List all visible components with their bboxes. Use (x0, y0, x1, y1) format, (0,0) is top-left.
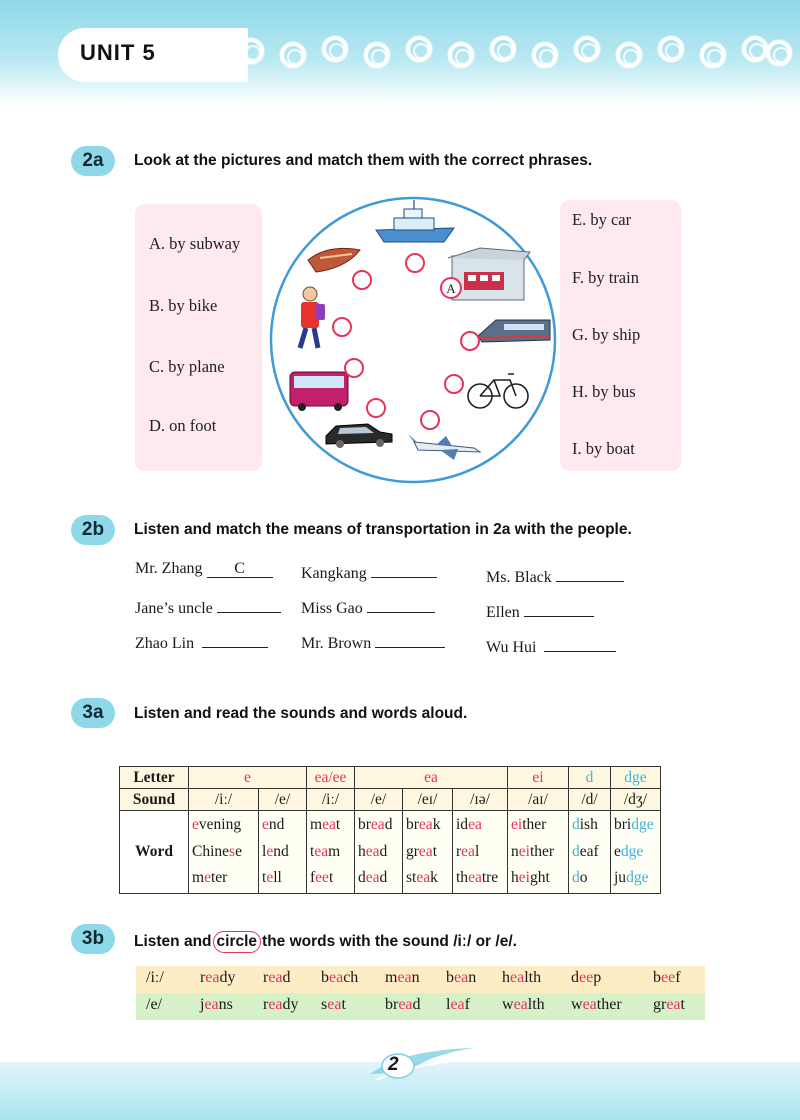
sound-cell: /d/ (569, 789, 611, 811)
section-badge-3b: 3b (71, 924, 115, 954)
band-sound-label: /iː/ (146, 969, 164, 986)
band-word[interactable]: seat (321, 996, 346, 1013)
band-word[interactable]: ready (263, 996, 299, 1013)
answer-circle-7 (445, 375, 463, 393)
person-row-mr-zhang (135, 560, 273, 578)
table-word: great (406, 842, 437, 860)
example-answer-label: A (446, 281, 456, 296)
word-cell (508, 811, 569, 894)
band-word[interactable]: jeans (200, 996, 233, 1013)
band-word[interactable]: read (263, 969, 291, 986)
phrase-b: B. by bike (149, 296, 218, 315)
answer-circle-4 (333, 318, 351, 336)
person-name: Wu Hui (486, 639, 537, 656)
instruction-2a: Look at the pictures and match them with the correct phrases. (134, 152, 593, 169)
word-label: Word (120, 811, 189, 894)
page-number-swoosh (362, 1044, 482, 1088)
bus-icon (290, 372, 348, 411)
word-row (120, 811, 661, 894)
person-row-miss-gao (301, 595, 435, 618)
phrase-f: F. by train (572, 268, 639, 287)
person-row-kangkang (301, 560, 437, 583)
table-word: bridge (614, 816, 654, 833)
letter-ei: ei (508, 767, 569, 789)
letter-dge: dge (611, 767, 661, 789)
letter-row (120, 767, 661, 789)
band-sound-label: /e/ (146, 996, 162, 1013)
sound-cell: /e/ (355, 789, 403, 811)
table-word: either (511, 816, 547, 833)
sound-cell: /eɪ/ (403, 789, 453, 811)
circled-word: circle (213, 931, 262, 953)
table-word: head (358, 842, 388, 860)
table-word: break (406, 816, 441, 833)
answer-circle-8 (367, 399, 385, 417)
person-name: Ms. Black (486, 569, 552, 586)
unit-title: UNIT 5 (80, 40, 156, 65)
table-word: evening (192, 816, 242, 833)
table-word: do (572, 869, 588, 886)
person-name: Mr. Brown (301, 635, 372, 652)
sound-cell: /dʒ/ (611, 789, 661, 811)
band-word[interactable]: mean (385, 969, 420, 986)
word-cell (189, 811, 259, 894)
letter-e: e (189, 767, 307, 789)
sound-label: Sound (120, 789, 189, 811)
person-name: Zhao Lin (135, 635, 195, 652)
instruction-3b (134, 931, 517, 953)
band-word[interactable]: ready (200, 969, 236, 986)
section-badge-3a: 3a (71, 698, 115, 728)
band-word[interactable]: leaf (446, 996, 470, 1013)
band-word[interactable]: bread (385, 996, 421, 1013)
instruction-3b-start: Listen and (134, 933, 212, 950)
person-name: Ellen (486, 604, 520, 621)
band-word[interactable]: wealth (502, 996, 545, 1013)
table-word: meat (310, 816, 341, 833)
person-name: Mr. Zhang (135, 560, 203, 577)
band-word[interactable]: beef (653, 969, 681, 986)
word-cell (259, 811, 307, 894)
table-word: dish (572, 816, 598, 833)
transport-picture-circle (268, 196, 558, 486)
answer-blank[interactable] (556, 564, 624, 582)
phrase-c: C. by plane (149, 357, 225, 376)
band-word[interactable]: health (502, 969, 542, 986)
word-cell (403, 811, 453, 894)
answer-circle-2 (353, 271, 371, 289)
table-word: bread (358, 816, 393, 833)
table-word: dead (358, 869, 388, 886)
instruction-3a: Listen and read the sounds and words aloud. (134, 705, 468, 722)
person-name: Jane’s uncle (135, 600, 213, 617)
word-cell (453, 811, 508, 894)
instruction-3b-end: the words with the sound /iː/ or /e/. (262, 933, 517, 950)
phrase-i: I. by boat (572, 439, 635, 458)
table-word: idea (456, 816, 482, 833)
answer-circle-9 (421, 411, 439, 429)
person-row-ms-black (486, 564, 624, 587)
word-cell (307, 811, 355, 894)
table-word: judge (614, 869, 649, 886)
table-word: end (262, 816, 285, 833)
answer-blank[interactable] (375, 630, 445, 648)
table-word: theatre (456, 869, 499, 886)
band-word[interactable]: beach (321, 969, 359, 986)
table-word: lend (262, 842, 289, 860)
answer-blank[interactable] (367, 595, 435, 613)
letter-d: d (569, 767, 611, 789)
letter-ea-ee: ea/ee (307, 767, 355, 789)
answer-blank[interactable] (202, 630, 268, 648)
person-name: Miss Gao (301, 600, 363, 617)
table-word: neither (511, 842, 555, 860)
decorative-rings (238, 36, 800, 76)
person-name: Kangkang (301, 565, 367, 582)
section-badge-2b: 2b (71, 515, 115, 545)
person-row-wu-hui (486, 634, 616, 657)
sound-cell: /e/ (259, 789, 307, 811)
sound-row (120, 789, 661, 811)
person-row-zhao-lin (135, 630, 268, 653)
table-word: meter (192, 869, 228, 886)
instruction-2b: Listen and match the means of transportation in 2a with the people. (134, 521, 632, 538)
answer-circle-6 (345, 359, 363, 377)
sound-table (119, 766, 661, 894)
sound-cell: /iː/ (189, 789, 259, 811)
answer-blank[interactable] (524, 599, 594, 617)
table-word: edge (614, 842, 644, 860)
table-word: real (456, 842, 480, 860)
table-word: team (310, 842, 341, 860)
answer-circle-1 (406, 254, 424, 272)
answer-blank[interactable] (371, 560, 437, 578)
answer-blank[interactable]: C (207, 560, 273, 578)
sound-cell: /aɪ/ (508, 789, 569, 811)
phrase-h: H. by bus (572, 382, 636, 401)
person-row-mr-brown (301, 630, 445, 653)
sound-cell: /ɪə/ (453, 789, 508, 811)
person-row-ellen (486, 599, 594, 622)
word-cell (611, 811, 661, 894)
table-word: tell (262, 869, 282, 886)
letter-ea: ea (355, 767, 508, 789)
band-word[interactable]: weather (571, 996, 622, 1013)
phrase-g: G. by ship (572, 325, 641, 344)
person-row-janes-uncle (135, 595, 281, 618)
band-word[interactable]: deep (571, 969, 602, 986)
page-number: 2 (388, 1054, 399, 1075)
band-word[interactable]: bean (446, 969, 477, 986)
table-word: Chinese (192, 842, 242, 860)
answer-blank[interactable] (217, 595, 281, 613)
answer-circle-5 (461, 332, 479, 350)
phrase-a: A. by subway (149, 234, 241, 253)
table-word: feet (310, 869, 334, 886)
answer-blank[interactable] (544, 634, 616, 652)
table-word: height (511, 869, 550, 886)
phrase-d: D. on foot (149, 416, 217, 435)
section-badge-2a: 2a (71, 146, 115, 176)
band-word[interactable]: great (653, 996, 685, 1013)
word-cell (355, 811, 403, 894)
sound-cell: /iː/ (307, 789, 355, 811)
letter-label: Letter (120, 767, 189, 789)
table-word: steak (406, 869, 438, 886)
word-cell (569, 811, 611, 894)
table-word: deaf (572, 842, 599, 860)
phrase-e: E. by car (572, 210, 632, 229)
